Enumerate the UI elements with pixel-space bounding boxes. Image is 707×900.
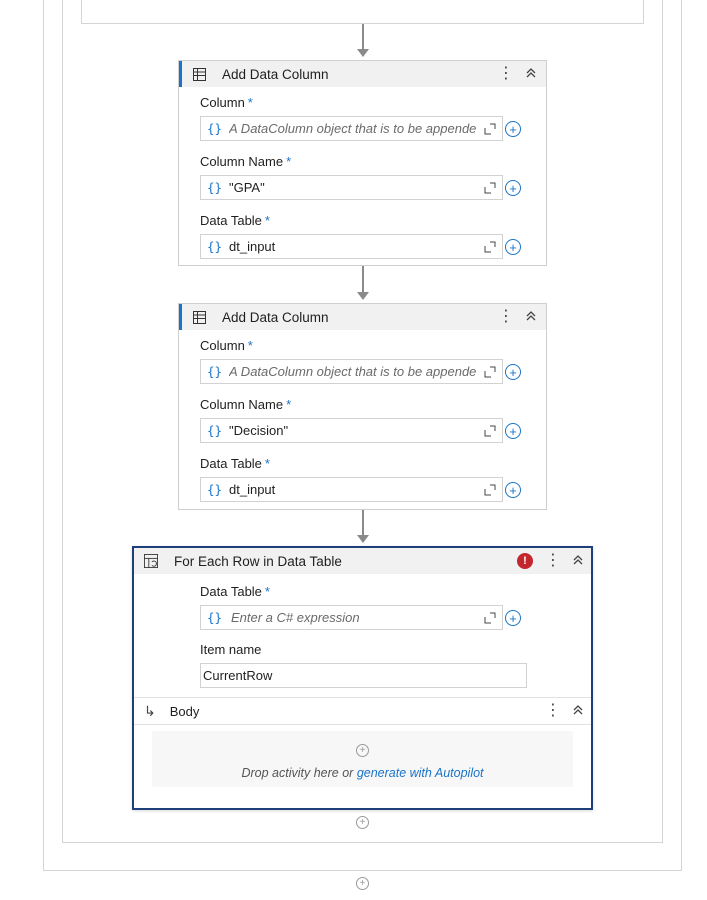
collapse-icon[interactable] <box>526 68 536 80</box>
column-input[interactable] <box>200 359 503 384</box>
more-options-icon[interactable]: ⋮ <box>498 65 514 82</box>
add-variable-icon[interactable]: + <box>505 239 521 255</box>
data-table-label: Data Table * <box>200 213 270 228</box>
card-title: Add Data Column <box>222 66 329 82</box>
for-each-icon <box>144 554 158 568</box>
card-header[interactable] <box>134 548 591 574</box>
expand-editor-icon[interactable] <box>484 123 496 135</box>
previous-activity-card[interactable] <box>81 0 644 24</box>
add-variable-icon[interactable]: + <box>505 364 521 380</box>
data-table-input[interactable] <box>200 234 503 259</box>
error-icon[interactable]: ! <box>517 553 533 569</box>
expression-icon: {} <box>207 239 223 254</box>
expand-editor-icon[interactable] <box>484 366 496 378</box>
body-section-header[interactable] <box>134 697 591 725</box>
column-name-input[interactable] <box>200 175 503 200</box>
connector-arrow-icon <box>357 292 369 300</box>
column-input[interactable] <box>200 116 503 141</box>
more-options-icon[interactable]: ⋮ <box>545 702 561 719</box>
add-variable-icon[interactable]: + <box>505 121 521 137</box>
expand-editor-icon[interactable] <box>484 182 496 194</box>
expand-editor-icon[interactable] <box>484 612 496 624</box>
card-header[interactable] <box>179 304 546 330</box>
data-table-label: Data Table * <box>200 456 270 471</box>
body-arrow-icon: ↳ <box>144 702 156 719</box>
item-name-input[interactable] <box>200 663 527 688</box>
column-name-value: "GPA" <box>229 180 265 195</box>
column-label: Column * <box>200 95 253 110</box>
add-data-column-card-1[interactable] <box>178 60 547 266</box>
column-name-value: "Decision" <box>229 423 289 438</box>
card-title: Add Data Column <box>222 309 329 325</box>
expression-icon: {} <box>207 610 223 625</box>
item-name-label: Item name <box>200 642 262 657</box>
connector-arrow-icon <box>357 535 369 543</box>
drop-zone[interactable] <box>152 731 573 787</box>
column-name-label: Column Name * <box>200 397 292 412</box>
data-table-input[interactable] <box>200 605 503 630</box>
data-table-value: dt_input <box>229 239 276 254</box>
expression-icon: {} <box>207 180 223 195</box>
add-activity-icon[interactable]: + <box>356 877 369 890</box>
column-value: A DataColumn object that is to be appende <box>229 121 477 136</box>
drop-hint: Drop activity here or generate with Autopilot <box>241 766 484 780</box>
more-options-icon[interactable]: ⋮ <box>545 552 561 569</box>
data-table-label: Data Table * <box>200 584 270 599</box>
card-header[interactable] <box>179 61 546 87</box>
data-table-icon <box>192 310 206 324</box>
connector-arrow-icon <box>357 49 369 57</box>
connector-line <box>362 266 364 292</box>
expand-editor-icon[interactable] <box>484 425 496 437</box>
add-activity-icon[interactable]: + <box>356 744 369 757</box>
expand-editor-icon[interactable] <box>484 484 496 496</box>
expression-icon: {} <box>207 423 223 438</box>
data-table-icon <box>192 67 206 81</box>
add-activity-icon[interactable]: + <box>356 816 369 829</box>
column-name-label: Column Name * <box>200 154 292 169</box>
expression-icon: {} <box>207 482 223 497</box>
add-data-column-card-2[interactable] <box>178 303 547 510</box>
collapse-icon[interactable] <box>573 555 583 567</box>
connector-line <box>362 510 364 535</box>
card-title: For Each Row in Data Table <box>174 553 342 569</box>
generate-with-autopilot-link[interactable]: generate with Autopilot <box>356 766 484 780</box>
collapse-icon[interactable] <box>526 311 536 323</box>
add-variable-icon[interactable]: + <box>505 482 521 498</box>
add-variable-icon[interactable]: + <box>505 180 521 196</box>
for-each-row-card[interactable] <box>132 546 593 810</box>
add-variable-icon[interactable]: + <box>505 423 521 439</box>
column-value: A DataColumn object that is to be appende <box>229 364 477 379</box>
more-options-icon[interactable]: ⋮ <box>498 308 514 325</box>
expression-icon: {} <box>207 364 223 379</box>
data-table-input[interactable] <box>200 477 503 502</box>
add-variable-icon[interactable]: + <box>505 610 521 626</box>
item-name-value: CurrentRow <box>203 668 273 683</box>
connector-line <box>362 24 364 49</box>
expression-icon: {} <box>207 121 223 136</box>
collapse-icon[interactable] <box>573 705 583 717</box>
column-label: Column * <box>200 338 253 353</box>
body-label: Body <box>169 703 200 719</box>
expand-editor-icon[interactable] <box>484 241 496 253</box>
data-table-placeholder: Enter a C# expression <box>231 610 360 625</box>
data-table-value: dt_input <box>229 482 276 497</box>
column-name-input[interactable] <box>200 418 503 443</box>
